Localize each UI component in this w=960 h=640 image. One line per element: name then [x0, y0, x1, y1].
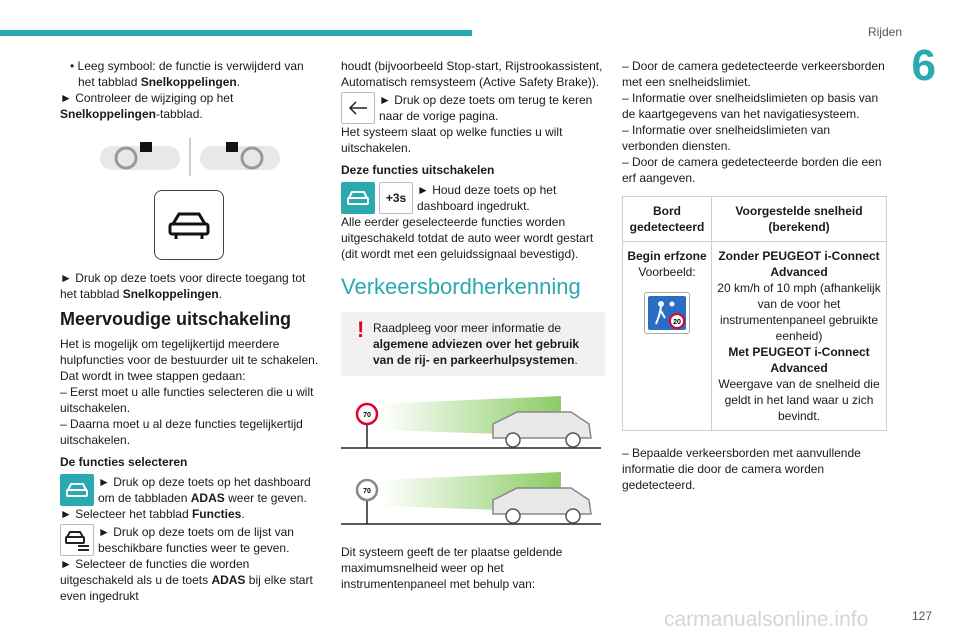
car-side-icon	[493, 412, 591, 447]
steering-wheel-right-icon	[200, 142, 280, 170]
note-box: ! Raadpleeg voor meer informatie de algemene adviezen over het gebruik van de rij- en parkeerhulpsystemen.	[341, 312, 605, 376]
step-text: ► Selecteer het tabblad Functies.	[60, 507, 245, 521]
column-2	[341, 58, 605, 592]
car-list-icon[interactable]	[60, 524, 94, 556]
step-text: ► Selecteer de functies die worden uitgeschakeld als u de toets ADAS bij elke start even ingedrukt	[60, 557, 313, 603]
steering-controls-illustration	[60, 132, 322, 188]
hold-3s-icon: +3s	[379, 182, 413, 214]
hold-step: +3s ► Houd deze toets op het dashboard ingedrukt.	[341, 182, 605, 214]
table-cell: Begin erfzone	[627, 249, 707, 263]
section-title-large: Verkeersbordherkenning	[341, 274, 581, 299]
header-accent-bar	[0, 30, 472, 36]
table-cell: Weergave van de snelheid die geldt in het land waar u zich bevindt.	[718, 377, 880, 423]
paragraph: Dat wordt in twee stappen gedaan:	[60, 369, 246, 383]
warning-icon: !	[357, 317, 365, 342]
paragraph: Het systeem slaat op welke functies u wilt uitschakelen.	[341, 125, 563, 155]
paragraph: Alle eerder geselecteerde functies worden uitgeschakeld totdat de auto weer wordt gestart (dit wordt met een geluidssignaal bevestigd).	[341, 215, 594, 261]
section-heading: Meervoudige uitschakeling	[60, 309, 292, 329]
step-text: ► Druk op deze toets voor directe toegang tot het tabblad Snelkoppelingen.	[60, 271, 306, 301]
dash-item: – Door de camera gedetecteerde borden die een erf aangeven.	[622, 155, 882, 185]
residential-zone-sign-icon	[644, 292, 690, 334]
car-icon	[167, 210, 211, 240]
dash-item: – Daarna moet u al deze functies tegelijkertijd uitschakelen.	[60, 417, 303, 447]
chapter-number: 6	[911, 41, 936, 90]
speed-sign-scene-2	[341, 466, 605, 534]
car-side-icon	[493, 488, 591, 523]
back-arrow-icon[interactable]	[341, 92, 375, 124]
dash-item: – Informatie over snelheidslimieten van verbonden diensten.	[622, 123, 831, 153]
speed-sign-scene-1	[341, 390, 605, 458]
adas-car-icon[interactable]	[60, 474, 94, 506]
table-cell: Met PEUGEOT i-Connect Advanced	[728, 345, 870, 375]
subheading: De functies selecteren	[60, 455, 188, 469]
page-number: 127	[911, 609, 932, 623]
dash-item: – Door de camera gedetecteerde verkeersborden met een snelheidslimiet.	[622, 59, 885, 89]
table-header: Voorgestelde snelheid (berekend)	[712, 197, 887, 242]
svg-text:20: 20	[673, 319, 681, 326]
sign-speed-table	[622, 196, 887, 431]
adas-car-icon[interactable]	[341, 182, 375, 214]
subheading: Deze functies uitschakelen	[341, 163, 495, 177]
section-title: Rijden	[867, 25, 902, 39]
svg-text:70: 70	[363, 412, 371, 419]
column-1	[60, 58, 322, 604]
paragraph: Het is mogelijk om tegelijkertijd meerdere hulpfuncties voor de bestuurder uit te schakelen.	[60, 337, 319, 367]
table-cell: Voorbeeld:	[638, 265, 696, 279]
back-step: ► Druk op deze toets om terug te keren naar de vorige pagina.	[341, 92, 605, 124]
step-text: ► Controleer de wijziging op het Snelkoppelingen-tabblad.	[60, 91, 234, 121]
column-3	[622, 58, 887, 493]
functions-list-step: ► Druk op deze toets om de lijst van beschikbare functies weer te geven.	[60, 524, 322, 556]
bullet-item: • Leeg symbool: de functie is verwijderd van het tabblad Snelkoppelingen.	[70, 59, 304, 89]
watermark: carmanualsonline.info	[664, 608, 869, 631]
svg-text:70: 70	[363, 488, 371, 495]
table-header: Bord gedetecteerd	[623, 197, 712, 242]
table-cell: 20 km/h of 10 mph (afhankelijk van de voor het instrumentenpaneel gebruikte eenheid)	[717, 281, 881, 343]
dash-item: – Eerst moet u alle functies selecteren die u wilt uitschakelen.	[60, 385, 314, 415]
dash-item: – Bepaalde verkeersborden met aanvullende informatie die door de camera worden gedetecteerd.	[622, 446, 861, 492]
steering-wheel-left-icon	[100, 142, 180, 170]
dash-item: – Informatie over snelheidslimieten op basis van de kaartgegevens van het navigatiesysteem.	[622, 91, 879, 121]
paragraph: Dit systeem geeft de ter plaatse geldende maximumsnelheid weer op het instrumentenpaneel met behulp van:	[341, 545, 563, 591]
car-shortcut-button[interactable]	[154, 190, 224, 260]
paragraph: houdt (bijvoorbeeld Stop-start, Rijstrookassistent, Automatisch remsysteem (Active Safety Brake)).	[341, 59, 603, 89]
adas-step: ► Druk op deze toets op het dashboard om de tabbladen ADAS weer te geven.	[60, 474, 322, 506]
table-cell: Zonder PEUGEOT i-Connect Advanced	[718, 249, 880, 279]
table-row	[623, 242, 887, 431]
